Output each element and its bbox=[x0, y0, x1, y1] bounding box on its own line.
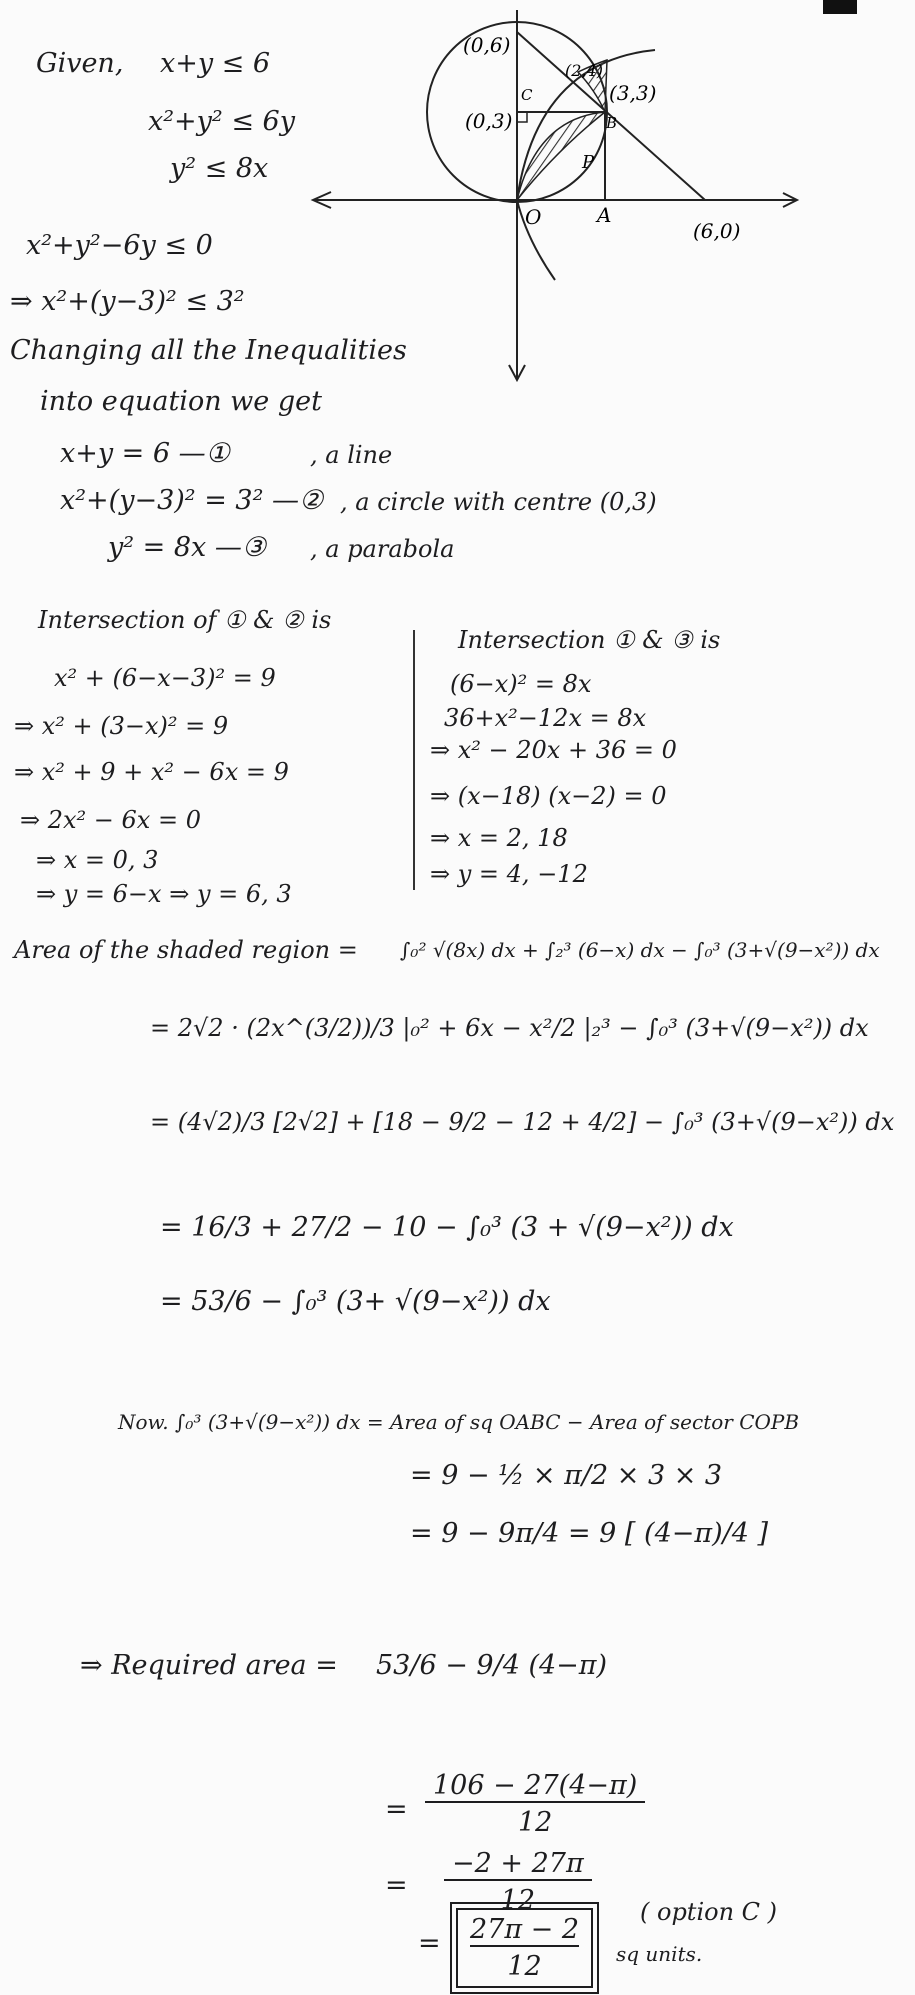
intersection-right-line: (6−x)² = 8x bbox=[450, 670, 592, 698]
intersection-right-title: Intersection ① & ③ is bbox=[458, 626, 721, 654]
intersection-left-title: Intersection of ① & ② is bbox=[38, 606, 332, 634]
label-O: O bbox=[525, 205, 542, 229]
final-fraction-2-denominator: 12 bbox=[500, 1885, 536, 1917]
equation-1: x+y = 6 —① bbox=[60, 438, 230, 469]
equation-3-note: , a parabola bbox=[310, 535, 455, 563]
intersection-left-line: ⇒ 2x² − 6x = 0 bbox=[20, 806, 201, 834]
equation-3: y² = 8x —③ bbox=[108, 532, 267, 563]
area-step-4: = 16/3 + 27/2 − 10 − ∫₀³ (3 + √(9−x²)) dx bbox=[160, 1212, 734, 1243]
intersection-left-line: ⇒ y = 6−x ⇒ y = 6, 3 bbox=[36, 880, 292, 908]
intersection-right-line: ⇒ x² − 20x + 36 = 0 bbox=[430, 736, 677, 764]
intersection-right-line: ⇒ y = 4, −12 bbox=[430, 860, 588, 888]
now-step-3: = 9 − 9π/4 = 9 [ (4−π)/4 ] bbox=[410, 1518, 769, 1549]
now-step-2: = 9 − ½ × π/2 × 3 × 3 bbox=[410, 1460, 723, 1491]
label-P: P bbox=[582, 152, 595, 173]
inequality-1: x+y ≤ 6 bbox=[160, 48, 271, 79]
intersection-left-line: ⇒ x² + 9 + x² − 6x = 9 bbox=[14, 758, 289, 786]
area-step-2: = 2√2 · (2x^(3/2))/3 |₀² + 6x − x²/2 |₂³ − ∫₀³ (3+√(9−x²)) dx bbox=[150, 1014, 869, 1042]
final-fraction-1-denominator: 12 bbox=[517, 1807, 553, 1839]
inequality-2: x²+y² ≤ 6y bbox=[148, 106, 295, 137]
equation-2: x²+(y−3)² = 3² —② bbox=[60, 485, 324, 516]
changing-line-1: Changing all the Inequalities bbox=[10, 335, 407, 366]
required-area-label: ⇒ Required area = bbox=[80, 1650, 338, 1681]
intersection-right-line: ⇒ x = 2, 18 bbox=[430, 824, 568, 852]
equals-sign: = bbox=[418, 1928, 441, 1959]
intersection-left-line: ⇒ x² + (3−x)² = 9 bbox=[14, 712, 229, 740]
now-step-1: Now. ∫₀³ (3+√(9−x²)) dx = Area of sq OABC − Area of sector COPB bbox=[118, 1410, 800, 1434]
equation-1-note: , a line bbox=[310, 441, 393, 469]
label-0-3: (0,3) bbox=[465, 109, 513, 133]
label-C: C bbox=[521, 86, 533, 104]
label-A: A bbox=[597, 203, 612, 227]
corner-mark-icon bbox=[823, 0, 857, 14]
label-2-4: (2,4) bbox=[565, 61, 603, 80]
equals-sign: = bbox=[385, 1794, 408, 1825]
equals-sign: = bbox=[385, 1870, 408, 1901]
option-label: ( option C ) bbox=[640, 1898, 778, 1926]
region-graph bbox=[295, 0, 815, 390]
label-3-3: (3,3) bbox=[609, 81, 657, 105]
units-label: sq units. bbox=[616, 1942, 703, 1966]
intersection-right-line: 36+x²−12x = 8x bbox=[444, 704, 647, 732]
changing-line-2: into equation we get bbox=[40, 386, 322, 417]
given-label: Given, bbox=[36, 48, 124, 79]
area-step-3: = (4√2)/3 [2√2] + [18 − 9/2 − 12 + 4/2] − ∫₀³ (3+√(9−x²)) dx bbox=[150, 1108, 895, 1136]
final-answer-box bbox=[450, 1902, 599, 1994]
final-fraction-1-numerator: 106 − 27(4−π) bbox=[425, 1770, 645, 1803]
equation-2-note: , a circle with centre (0,3) bbox=[340, 488, 657, 516]
circle-step-2: ⇒ x²+(y−3)² ≤ 3² bbox=[10, 286, 245, 317]
column-divider bbox=[413, 630, 415, 890]
inequality-3: y² ≤ 8x bbox=[170, 153, 269, 184]
final-answer-numerator: 27π − 2 bbox=[470, 1914, 579, 1947]
label-0-6: (0,6) bbox=[463, 33, 511, 57]
area-label: Area of the shaded region = bbox=[14, 936, 358, 964]
final-answer-denominator: 12 bbox=[507, 1951, 542, 1983]
intersection-left-line: x² + (6−x−3)² = 9 bbox=[54, 664, 276, 692]
intersection-left-line: ⇒ x = 0, 3 bbox=[36, 846, 159, 874]
area-expression: ∫₀² √(8x) dx + ∫₂³ (6−x) dx − ∫₀³ (3+√(9−x²)) dx bbox=[400, 938, 880, 962]
area-step-5: = 53/6 − ∫₀³ (3+ √(9−x²)) dx bbox=[160, 1286, 551, 1317]
intersection-right-line: ⇒ (x−18) (x−2) = 0 bbox=[430, 782, 667, 810]
label-B: B bbox=[606, 114, 618, 132]
circle-step-1: x²+y²−6y ≤ 0 bbox=[26, 230, 213, 261]
final-fraction-2-numerator: −2 + 27π bbox=[444, 1848, 592, 1881]
final-fraction-1 bbox=[425, 1770, 645, 1838]
required-area-expression: 53/6 − 9/4 (4−π) bbox=[376, 1650, 608, 1681]
label-6-0: (6,0) bbox=[693, 219, 741, 243]
